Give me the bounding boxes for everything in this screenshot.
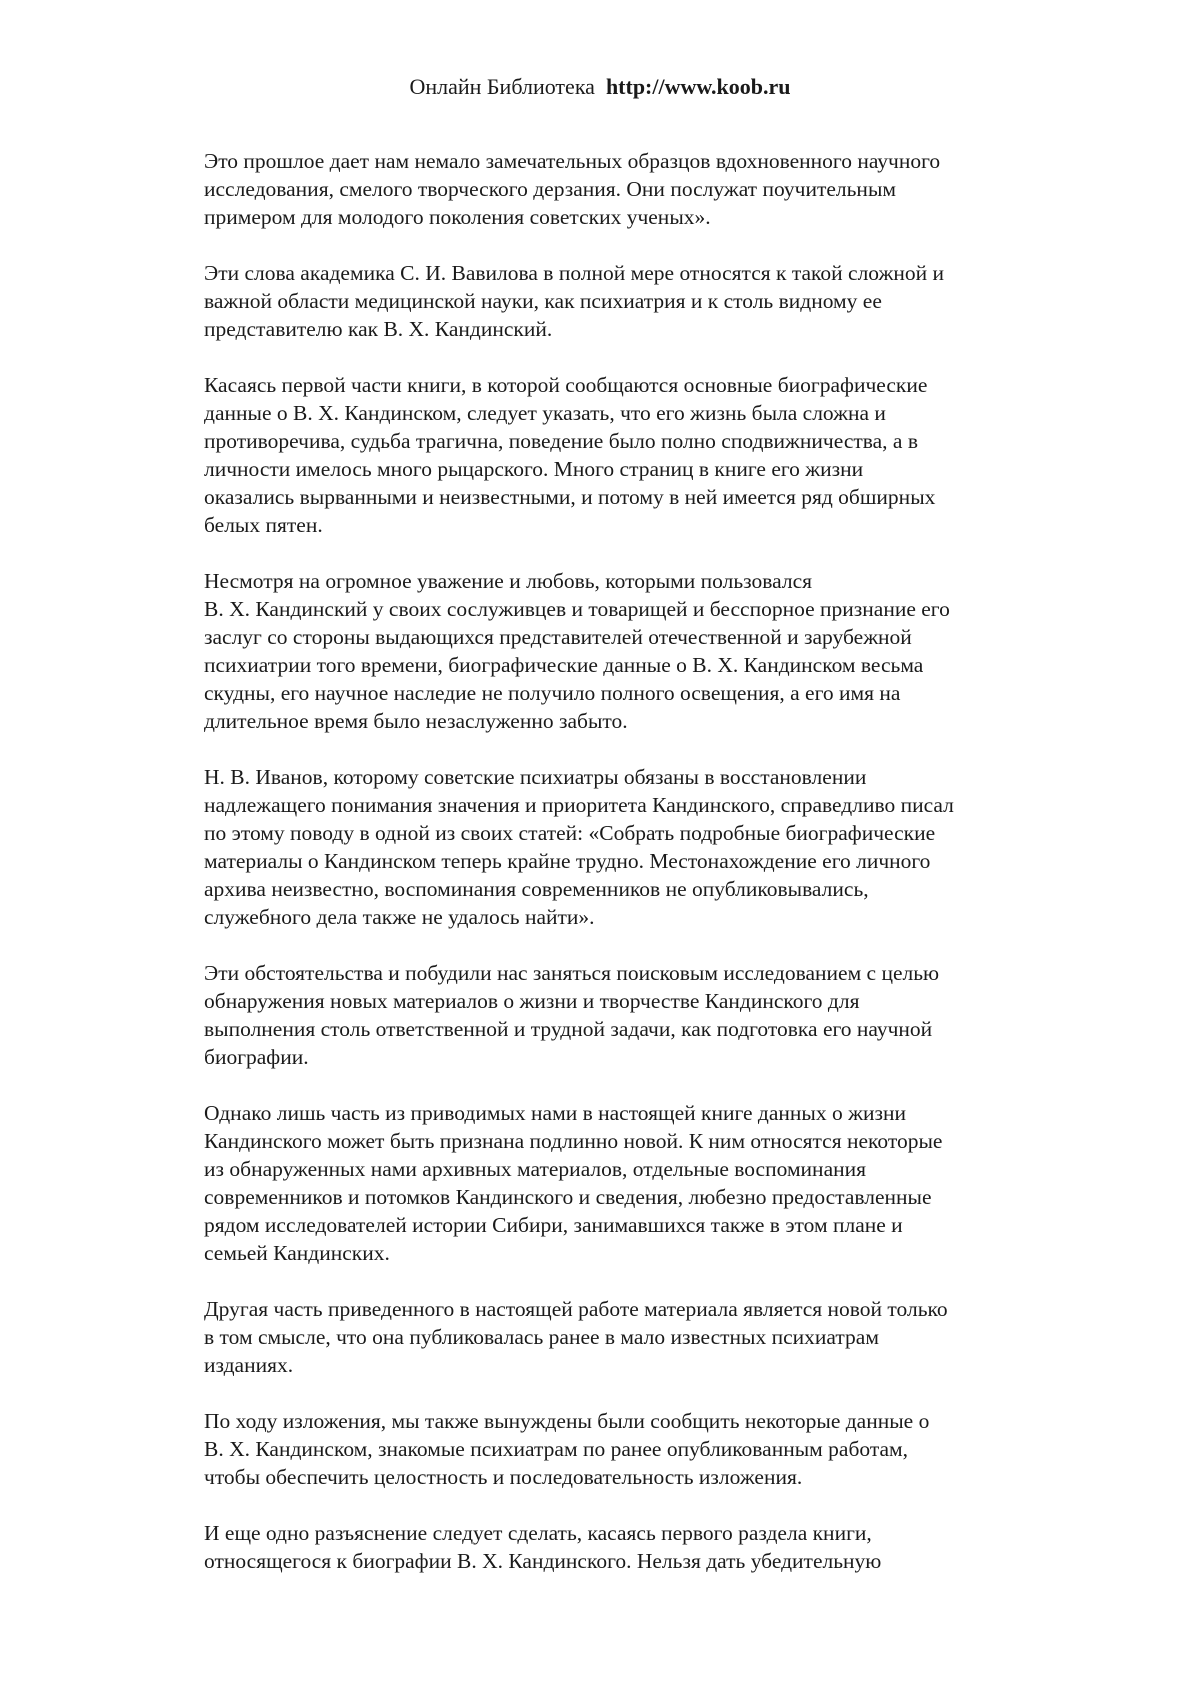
- text-line: чтобы обеспечить целостность и последовательность изложения.: [204, 1465, 803, 1489]
- text-line: рядом исследователей истории Сибири, занимавшихся также в этом плане и: [204, 1213, 903, 1237]
- text-line: надлежащего понимания значения и приоритета Кандинского, справедливо писал: [204, 793, 954, 817]
- text-line: Эти слова академика С. И. Вавилова в полной мере относятся к такой сложной и: [204, 261, 945, 285]
- text-line: служебного дела также не удалось найти».: [204, 905, 595, 929]
- text-line: Эти обстоятельства и побудили нас заняться поисковым исследованием с целью: [204, 961, 940, 985]
- paragraph: [204, 1295, 1060, 1379]
- paragraph: [204, 763, 1060, 931]
- text-line: обнаружения новых материалов о жизни и творчестве Кандинского для: [204, 989, 860, 1013]
- text-line: материалы о Кандинском теперь крайне трудно. Местонахождение его личного: [204, 849, 931, 873]
- text-line: биографии.: [204, 1045, 309, 1069]
- text-line: В. Х. Кандинском, знакомые психиатрам по ранее опубликованным работам,: [204, 1437, 909, 1461]
- text-line: представителю как В. Х. Кандинский.: [204, 317, 553, 341]
- text-line: Однако лишь часть из приводимых нами в настоящей книге данных о жизни: [204, 1101, 906, 1125]
- text-line: семьей Кандинских.: [204, 1241, 390, 1265]
- text-line: примером для молодого поколения советских ученых».: [204, 205, 711, 229]
- text-line: современников и потомков Кандинского и сведения, любезно предоставленные: [204, 1185, 932, 1209]
- text-line: относящегося к биографии В. Х. Кандинского. Нельзя дать убедительную: [204, 1549, 882, 1573]
- text-line: данные о В. Х. Кандинском, следует указать, что его жизнь была сложна и: [204, 401, 886, 425]
- text-line: белых пятен.: [204, 513, 323, 537]
- paragraph: [204, 1519, 1060, 1575]
- text-line: по этому поводу в одной из своих статей: «Собрать подробные биографические: [204, 821, 936, 845]
- text-line: важной области медицинской науки, как психиатрия и к столь видному ее: [204, 289, 882, 313]
- text-line: в том смысле, что она публиковалась ранее в мало известных психиатрам: [204, 1325, 879, 1349]
- body-text: [204, 147, 1060, 1603]
- paragraph: [204, 1407, 1060, 1491]
- text-line: длительное время было незаслуженно забыто.: [204, 709, 628, 733]
- text-line: исследования, смелого творческого дерзания. Они послужат поучительным: [204, 177, 896, 201]
- text-line: скудны, его научное наследие не получило полного освещения, а его имя на: [204, 681, 901, 705]
- text-line: противоречива, судьба трагична, поведение было полно сподвижничества, а в: [204, 429, 918, 453]
- text-line: из обнаруженных нами архивных материалов, отдельные воспоминания: [204, 1157, 867, 1181]
- text-line: изданиях.: [204, 1353, 294, 1377]
- text-line: Другая часть приведенного в настоящей работе материала является новой только: [204, 1297, 948, 1321]
- paragraph: [204, 147, 1060, 231]
- text-line: Это прошлое дает нам немало замечательных образцов вдохновенного научного: [204, 149, 941, 173]
- text-line: В. Х. Кандинский у своих сослуживцев и товарищей и бесспорное признание его: [204, 597, 950, 621]
- paragraph: [204, 371, 1060, 539]
- text-line: И еще одно разъяснение следует сделать, касаясь первого раздела книги,: [204, 1521, 872, 1545]
- text-line: психиатрии того времени, биографические данные о В. Х. Кандинском весьма: [204, 653, 924, 677]
- text-line: оказались вырванными и неизвестными, и потому в ней имеется ряд обширных: [204, 485, 936, 509]
- text-line: личности имелось много рыцарского. Много страниц в книге его жизни: [204, 457, 864, 481]
- text-line: заслуг со стороны выдающихся представителей отечественной и зарубежной: [204, 625, 912, 649]
- text-line: Кандинского может быть признана подлинно новой. К ним относятся некоторые: [204, 1129, 943, 1153]
- paragraph: [204, 959, 1060, 1071]
- text-line: Касаясь первой части книги, в которой сообщаются основные биографические: [204, 373, 928, 397]
- text-line: архива неизвестно, воспоминания современников не опубликовывались,: [204, 877, 869, 901]
- paragraph: [204, 1099, 1060, 1267]
- text-line: По ходу изложения, мы также вынуждены были сообщить некоторые данные о: [204, 1409, 930, 1433]
- text-line: Несмотря на огромное уважение и любовь, которыми пользовался: [204, 569, 813, 593]
- library-url: http://www.koob.ru: [605, 74, 791, 99]
- page-header: [0, 72, 1200, 102]
- paragraph: [204, 567, 1060, 735]
- text-line: Н. В. Иванов, которому советские психиатры обязаны в восстановлении: [204, 765, 867, 789]
- library-name: Онлайн Библиотека: [409, 74, 595, 99]
- paragraph: [204, 259, 1060, 343]
- text-line: выполнения столь ответственной и трудной задачи, как подготовка его научной: [204, 1017, 933, 1041]
